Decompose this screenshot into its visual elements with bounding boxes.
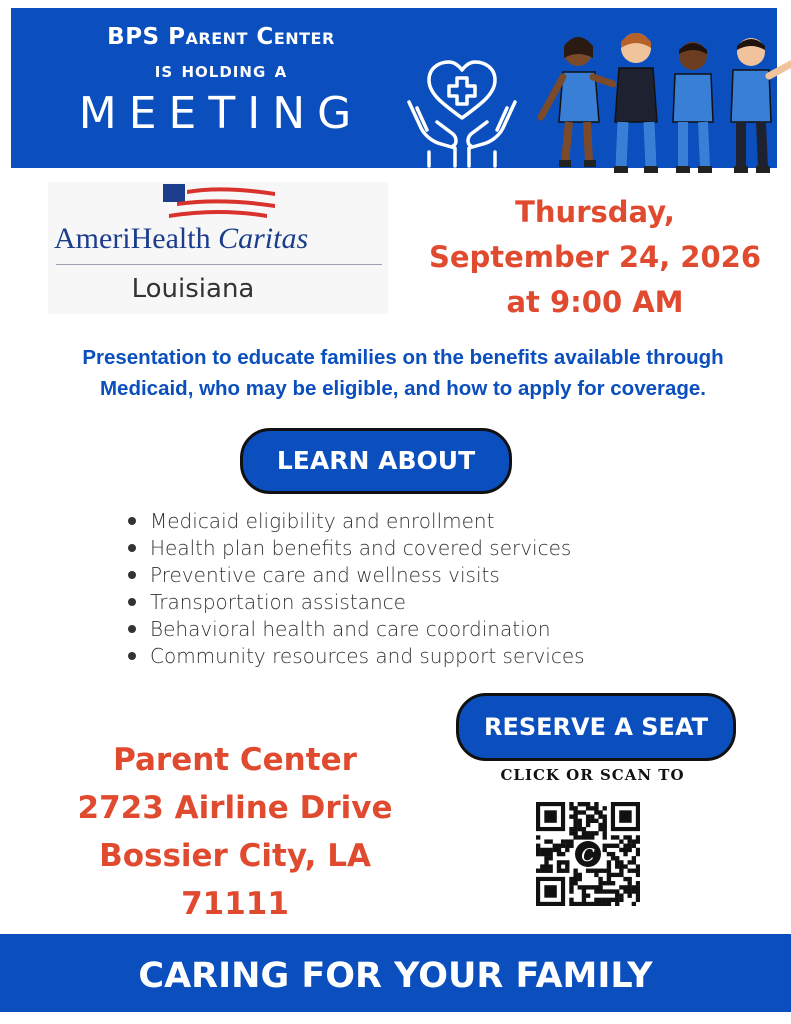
bullet-icon <box>128 598 136 606</box>
flag-logo-icon <box>163 184 275 220</box>
bullet-icon <box>128 625 136 633</box>
event-description <box>15 342 791 404</box>
list-item <box>128 562 585 589</box>
logo-state: Louisiana <box>131 274 255 304</box>
footer-banner <box>0 934 791 1012</box>
topic-text: Community resources and support services <box>150 644 585 668</box>
list-item <box>128 508 585 535</box>
header-line2: is holding a <box>154 58 288 82</box>
topic-text: Preventive care and wellness visits <box>150 563 500 587</box>
bullet-icon <box>128 517 136 525</box>
logo-divider <box>56 264 382 265</box>
event-datetime <box>415 190 775 325</box>
event-day: Thursday, <box>515 195 675 229</box>
heart-cross-hands-icon <box>403 58 521 170</box>
reserve-seat-button[interactable]: RESERVE A SEAT <box>456 693 736 761</box>
topic-text: Health plan benefits and covered services <box>150 536 572 560</box>
bullet-icon <box>128 571 136 579</box>
topic-text: Medicaid eligibility and enrollment <box>150 509 495 533</box>
learn-about-badge: LEARN ABOUT <box>240 428 512 494</box>
amerihealth-caritas-logo <box>48 182 388 314</box>
svg-text:C: C <box>581 845 595 866</box>
bullet-icon <box>128 652 136 660</box>
location-street: 2723 Airline Drive <box>77 790 393 826</box>
footer-tagline: CARING FOR YOUR FAMILY <box>138 956 653 996</box>
qr-code[interactable] <box>536 802 640 906</box>
children-group-illustration <box>533 22 791 176</box>
header-banner <box>11 8 777 168</box>
logo-brand-b: Caritas <box>218 222 309 255</box>
location-name: Parent Center <box>113 742 357 778</box>
event-date: September 24, 2026 <box>428 240 762 274</box>
learn-topics-list <box>128 508 585 670</box>
location-city: Bossier City, LA 71111 <box>99 838 371 922</box>
topic-text: Behavioral health and care coordination <box>150 617 551 641</box>
event-location <box>40 736 430 928</box>
list-item <box>128 616 585 643</box>
description-line1: Presentation to educate families on the benefits available through <box>82 346 724 369</box>
logo-brand-a: AmeriHealth <box>54 222 211 255</box>
scan-instruction: CLICK OR SCAN TO <box>500 766 685 784</box>
bullet-icon <box>128 544 136 552</box>
header-line1: BPS Parent Center <box>107 24 335 50</box>
list-item <box>128 643 585 670</box>
description-line2: Medicaid, who may be eligible, and how to apply for coverage. <box>99 377 706 400</box>
topic-text: Transportation assistance <box>150 590 406 614</box>
logo-brand-text <box>54 222 384 256</box>
header-line3: MEETING <box>78 88 364 139</box>
list-item <box>128 535 585 562</box>
list-item <box>128 589 585 616</box>
event-time: at 9:00 AM <box>506 285 684 319</box>
